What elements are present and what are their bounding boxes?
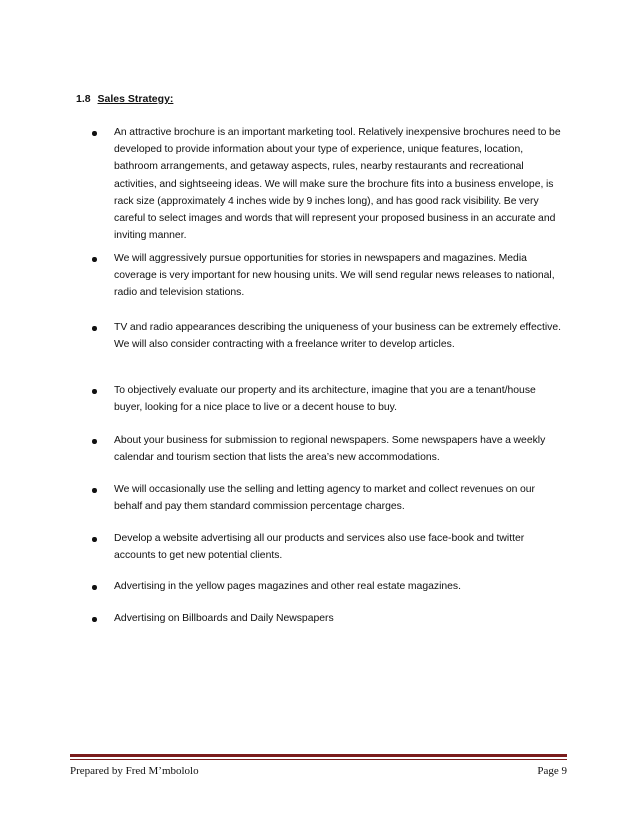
bullet-icon [92,617,97,622]
section-heading [76,92,173,106]
bullet-icon [92,131,97,136]
bullet-icon [92,585,97,590]
list-item [92,432,562,466]
list-item [92,481,562,515]
list-item-text: An attractive brochure is an important marketing tool. Relatively inexpensive brochures need to be developed to provide information about your type of experience, unique features, location, bathroom arrangements, and getaway aspects, rules, nearby restaurants and recreational activities, and sightseeing ideas. We will make sure the brochure fits into a business envelope, is rack size (approximately 4 inches wide by 9 inches long), and has good rack visibility. Be very careful to select images and words that will represent your proposed business in an accurate and inviting manner. [114,127,561,242]
bullet-icon [92,537,97,542]
list-item [92,530,562,564]
list-item-text: Advertising on Billboards and Daily Newspapers [114,613,334,624]
bullet-icon [92,326,97,331]
list-item-text: Advertising in the yellow pages magazines and other real estate magazines. [114,581,462,592]
footer-divider-thin [70,759,567,760]
list-item-text: TV and radio appearances describing the uniqueness of your business can be extremely effective. We will also consider contracting with a freelance writer to develop articles. [114,322,562,351]
footer-author: Prepared by Fred M’mbololo [70,765,199,777]
section-number: 1.8 [76,93,91,105]
bullet-icon [92,389,97,394]
list-item-text: We will occasionally use the selling and letting agency to market and collect revenues on our behalf and pay them standard commission percentage charges. [114,484,535,513]
bullet-icon [92,488,97,493]
bullet-icon [92,257,97,262]
page-number: Page 9 [537,765,567,777]
list-item [92,250,562,302]
list-item [92,382,562,416]
list-item-text: We will aggressively pursue opportunities for stories in newspapers and magazines. Media coverage is very important for new housing units. We will send regular news releases to national, radio and television stations. [114,253,555,299]
bullet-icon [92,439,97,444]
list-item-text: To objectively evaluate our property and its architecture, imagine that you are a tenant/house buyer, looking for a nice place to live or a decent house to buy. [114,385,536,414]
section-title: Sales Strategy: [97,93,174,105]
list-item-text: About your business for submission to regional newspapers. Some newspapers have a weekly calendar and tourism section that lists the area’s new accommodations. [114,435,546,464]
list-item [92,578,562,595]
list-item [92,610,562,627]
list-item [92,124,562,244]
list-item [92,319,562,353]
footer-divider [70,754,567,757]
list-item-text: Develop a website advertising all our products and services also use face-book and twitter accounts to get new potential clients. [114,533,525,562]
